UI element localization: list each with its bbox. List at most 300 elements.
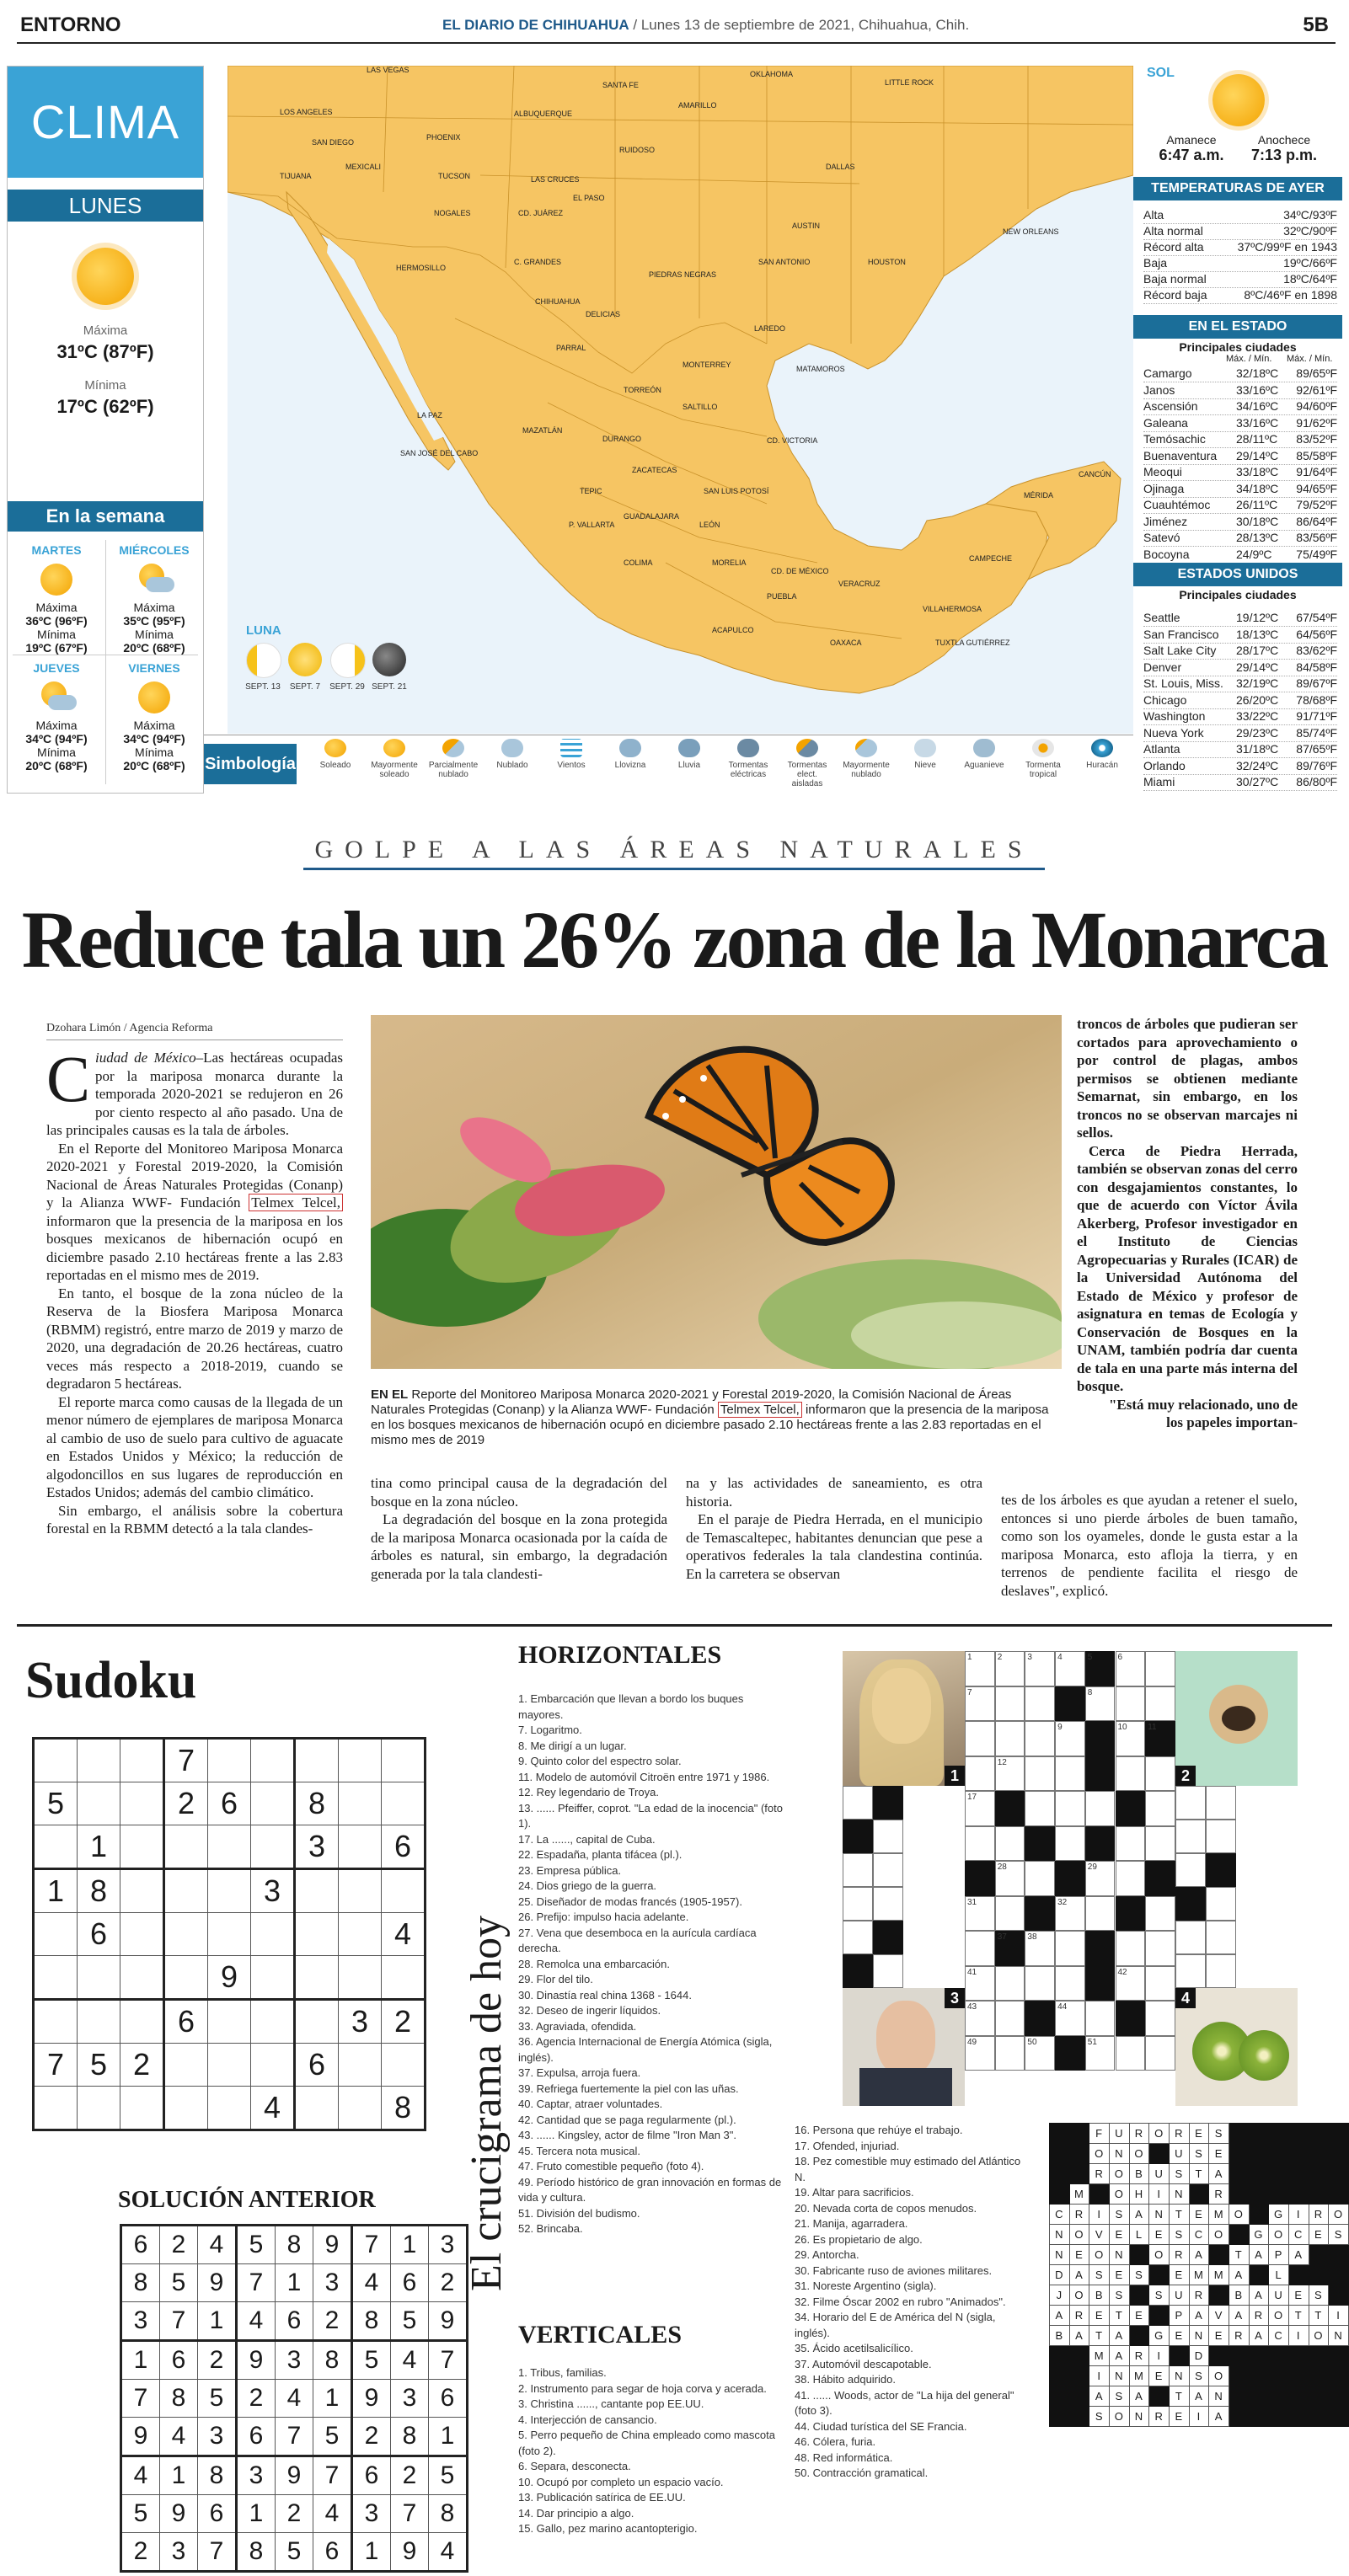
sudoku-cell[interactable]: 7 [164, 1739, 208, 1782]
crossword-solution-cell [1269, 2346, 1289, 2366]
crossword-cell[interactable] [995, 1966, 1025, 2001]
forecast-max: 35ºC (95ºF) [123, 614, 185, 628]
sudoku-cell[interactable] [34, 1913, 78, 1956]
crossword-cell[interactable] [843, 1954, 873, 1988]
highlighted-sponsor: Telmex Telcel, [249, 1194, 343, 1211]
crossword-cell: 11 [1145, 1721, 1175, 1756]
sudoku-cell[interactable]: 2 [198, 2341, 237, 2380]
crossword-solution-cell: P [1169, 2306, 1189, 2326]
crossword-cell[interactable]: 4 [1055, 1651, 1085, 1686]
map-city: CHIHUAHUA [535, 297, 581, 306]
sudoku-cell[interactable]: 8 [198, 2456, 237, 2495]
crossword-solution-cell: O [1149, 2245, 1170, 2265]
sudoku-cell[interactable]: 2 [160, 2226, 198, 2264]
sudoku-cell[interactable]: 5 [160, 2264, 198, 2302]
sudoku-cell[interactable]: 1 [276, 2264, 313, 2302]
crossword-cell[interactable]: 3 [1025, 1651, 1055, 1686]
sudoku-cell[interactable] [34, 1739, 78, 1782]
sudoku-cell[interactable]: 3 [276, 2341, 313, 2380]
sudoku-cell[interactable]: 4 [382, 1913, 426, 1956]
crossword-cell[interactable] [965, 1721, 995, 1756]
sudoku-cell[interactable]: 6 [198, 2495, 237, 2533]
sudoku-cell[interactable]: 7 [429, 2341, 468, 2380]
sudoku-cell[interactable] [208, 1869, 251, 1913]
crossword-cell[interactable] [1206, 1887, 1236, 1921]
sudoku-cell[interactable]: 1 [78, 1825, 120, 1869]
crossword-cell[interactable] [1175, 1954, 1206, 1988]
sudoku-cell[interactable] [295, 2000, 339, 2044]
crossword-cell[interactable] [843, 1921, 873, 1954]
sudoku-cell[interactable] [120, 1913, 164, 1956]
crossword-solution-cell [1249, 2265, 1269, 2285]
crossword-cell[interactable] [1085, 1791, 1116, 1826]
sudoku-cell[interactable] [120, 1825, 164, 1869]
sudoku-cell[interactable]: 9 [429, 2302, 468, 2341]
sudoku-cell[interactable]: 6 [121, 2226, 160, 2264]
sudoku-cell[interactable]: 5 [78, 2044, 120, 2087]
crossword-cell[interactable] [965, 1756, 995, 1792]
sudoku-cell[interactable] [164, 1869, 208, 1913]
sudoku-cell[interactable]: 3 [237, 2456, 276, 2495]
sudoku-cell[interactable] [339, 1825, 382, 1869]
crossword-cell[interactable] [1206, 1853, 1236, 1887]
sudoku-cell[interactable]: 2 [237, 2380, 276, 2418]
crossword-cell[interactable] [843, 1887, 873, 1921]
crossword-solution-cell: E [1149, 2225, 1170, 2245]
crossword-cell[interactable] [1175, 1786, 1206, 1820]
sudoku-cell[interactable]: 5 [198, 2380, 237, 2418]
crossword-cell[interactable] [1175, 1921, 1206, 1954]
sudoku-cell[interactable] [382, 1869, 426, 1913]
crossword-cell[interactable]: 38 [1025, 1931, 1055, 1966]
sudoku-cell[interactable]: 1 [352, 2533, 391, 2572]
sudoku-cell[interactable] [251, 1913, 295, 1956]
sudoku-cell[interactable] [251, 2044, 295, 2087]
sudoku-cell[interactable]: 6 [382, 1825, 426, 1869]
crossword-solution-cell: G [1269, 2205, 1289, 2225]
crossword-cell[interactable]: 32 [1055, 1896, 1085, 1932]
crossword-cell[interactable]: 28 [995, 1861, 1025, 1896]
sudoku-cell[interactable]: 4 [429, 2533, 468, 2572]
crossword-cell[interactable] [1116, 1826, 1146, 1862]
crossword-cell[interactable]: 50 [1025, 2036, 1055, 2071]
sudoku-cell[interactable]: 7 [237, 2264, 276, 2302]
sudoku-cell[interactable] [164, 2087, 208, 2130]
sudoku-cell[interactable]: 2 [164, 1782, 208, 1825]
sudoku-cell[interactable] [339, 1869, 382, 1913]
crossword-cell[interactable] [1116, 2036, 1146, 2071]
crossword-solution-cell: R [1249, 2306, 1269, 2326]
crossword-cell[interactable] [995, 2001, 1025, 2036]
sudoku-cell[interactable]: 8 [429, 2495, 468, 2533]
sudoku-cell[interactable]: 7 [276, 2418, 313, 2456]
sudoku-cell[interactable]: 9 [160, 2495, 198, 2533]
crossword-cell[interactable]: 2 [995, 1651, 1025, 1686]
sudoku-cell[interactable]: 4 [237, 2302, 276, 2341]
sudoku-cell[interactable]: 3 [198, 2418, 237, 2456]
crossword-cell[interactable]: 43 [965, 2001, 995, 2036]
sudoku-cell[interactable]: 4 [160, 2418, 198, 2456]
crossword-cell[interactable]: 7 [965, 1686, 995, 1722]
sudoku-cell[interactable] [339, 1782, 382, 1825]
sudoku-cell[interactable] [208, 2044, 251, 2087]
sudoku-cell[interactable]: 7 [352, 2226, 391, 2264]
crossword-cell[interactable]: 29 [1085, 1861, 1116, 1896]
clue: 41. ...... Woods, actor de "La hija del general" (foto 3). [795, 2388, 1014, 2417]
sudoku-cell[interactable] [120, 1739, 164, 1782]
sudoku-cell[interactable]: 5 [313, 2418, 352, 2456]
crossword-cell[interactable] [965, 1931, 995, 1966]
crossword-cell[interactable] [1025, 1861, 1055, 1896]
sudoku-cell[interactable] [120, 1956, 164, 2000]
sudoku-cell[interactable]: 1 [198, 2302, 237, 2341]
sudoku-cell[interactable]: 8 [295, 1782, 339, 1825]
crossword-cell[interactable] [1116, 1686, 1146, 1722]
sudoku-cell[interactable] [251, 1825, 295, 1869]
sudoku-cell[interactable]: 9 [313, 2226, 352, 2264]
crossword-cell[interactable] [1145, 1651, 1175, 1686]
crossword-cell[interactable]: 6 [1116, 1651, 1146, 1686]
crossword-solution-cell: S [1309, 2285, 1329, 2306]
crossword-cell [1116, 1791, 1146, 1826]
sudoku-cell[interactable]: 1 [34, 1869, 78, 1913]
sudoku-cell[interactable]: 8 [313, 2341, 352, 2380]
sudoku-cell[interactable]: 2 [121, 2533, 160, 2572]
crossword-cell[interactable] [965, 1826, 995, 1862]
sudoku-cell[interactable]: 8 [160, 2380, 198, 2418]
crossword-cell [1055, 1686, 1085, 1722]
sudoku-cell[interactable]: 2 [429, 2264, 468, 2302]
crossword-cell[interactable] [1145, 1686, 1175, 1722]
crossword-cell[interactable] [1116, 1861, 1146, 1896]
crossword-cell[interactable] [1025, 1686, 1055, 1722]
crossword-cell[interactable] [1085, 1896, 1116, 1932]
crossword-cell[interactable] [1055, 1826, 1085, 1862]
sudoku-cell[interactable]: 2 [352, 2418, 391, 2456]
sudoku-cell[interactable] [339, 2087, 382, 2130]
sudoku-cell[interactable] [251, 1739, 295, 1782]
crossword-cell[interactable]: 49 [965, 2036, 995, 2071]
crossword-solution-cell: S [1109, 2205, 1129, 2225]
sudoku-cell[interactable]: 2 [120, 2044, 164, 2087]
map-city: MORELIA [712, 558, 747, 567]
sudoku-cell[interactable]: 1 [121, 2341, 160, 2380]
sudoku-cell[interactable]: 3 [429, 2226, 468, 2264]
crossword-cell[interactable]: 17 [965, 1791, 995, 1826]
sudoku-cell[interactable]: 6 [352, 2456, 391, 2495]
sudoku-cell[interactable]: 6 [164, 2000, 208, 2044]
date-line: / Lunes 13 de septiembre de 2021, Chihuahua, Chih. [633, 17, 970, 33]
sudoku-cell[interactable]: 9 [121, 2418, 160, 2456]
sudoku-cell[interactable] [295, 1956, 339, 2000]
sudoku-cell[interactable]: 9 [391, 2533, 429, 2572]
sudoku-cell[interactable] [164, 1913, 208, 1956]
crossword-cell[interactable] [1145, 1791, 1175, 1826]
sudoku-cell[interactable]: 8 [352, 2302, 391, 2341]
crossword-solution-cell: E [1109, 2265, 1129, 2285]
sudoku-cell[interactable]: 3 [295, 1825, 339, 1869]
sudoku-cell[interactable] [251, 2000, 295, 2044]
sudoku-cell[interactable] [382, 1739, 426, 1782]
weather-legend [204, 735, 1133, 793]
sudoku-cell[interactable] [208, 1739, 251, 1782]
sudoku-cell[interactable]: 3 [160, 2533, 198, 2572]
sudoku-cell[interactable]: 5 [352, 2341, 391, 2380]
legend-item: Vientos [545, 739, 597, 770]
sudoku-cell[interactable]: 5 [391, 2302, 429, 2341]
sudoku-cell[interactable]: 4 [251, 2087, 295, 2130]
sudoku-cell[interactable] [382, 2044, 426, 2087]
crossword-cell[interactable] [1145, 1826, 1175, 1862]
crossword-cell[interactable] [1145, 1966, 1175, 2001]
crossword-cell[interactable] [1145, 1896, 1175, 1932]
crossword-cell[interactable] [995, 1721, 1025, 1756]
sudoku-cell[interactable]: 1 [237, 2495, 276, 2533]
sudoku-cell[interactable] [208, 1825, 251, 1869]
sudoku-cell[interactable] [78, 1739, 120, 1782]
sudoku-cell[interactable]: 6 [276, 2302, 313, 2341]
map-city: COLIMA [624, 558, 653, 567]
sudoku-cell[interactable]: 4 [352, 2264, 391, 2302]
sudoku-cell[interactable]: 3 [391, 2380, 429, 2418]
sudoku-cell[interactable] [208, 2087, 251, 2130]
sudoku-cell[interactable]: 6 [313, 2533, 352, 2572]
sudoku-cell[interactable]: 9 [208, 1956, 251, 2000]
crossword-solution-cell [1069, 2366, 1089, 2386]
crossword-cell [1055, 1861, 1085, 1896]
sudoku-cell[interactable]: 9 [352, 2380, 391, 2418]
crossword-cell[interactable]: 1 [965, 1651, 995, 1686]
sudoku-cell[interactable]: 5 [121, 2495, 160, 2533]
section-divider [17, 1624, 1332, 1627]
sunny-icon [138, 681, 170, 713]
crossword-solution-cell [1089, 2184, 1110, 2205]
crossword-cell[interactable] [843, 1820, 873, 1853]
sudoku-cell[interactable]: 7 [34, 2044, 78, 2087]
crossword-cell[interactable] [1055, 1791, 1085, 1826]
crossword-cell[interactable] [1055, 1931, 1085, 1966]
crossword-cell[interactable] [1055, 1756, 1085, 1792]
crossword-cell[interactable] [1025, 1756, 1055, 1792]
crossword-solution-cell: M [1209, 2205, 1229, 2225]
crossword-cell[interactable]: 42 [1116, 1966, 1146, 2001]
crossword-solution-cell: G [1149, 2326, 1170, 2346]
crossword-solution-cell: A [1229, 2265, 1249, 2285]
sudoku-cell[interactable]: 6 [78, 1913, 120, 1956]
crossword-cell[interactable] [1145, 2001, 1175, 2036]
sudoku-cell[interactable]: 4 [198, 2226, 237, 2264]
crossword-cell[interactable]: 44 [1055, 2001, 1085, 2036]
sudoku-cell[interactable]: 6 [237, 2418, 276, 2456]
crossword-cell[interactable] [1145, 1756, 1175, 1792]
sudoku-cell[interactable]: 7 [160, 2302, 198, 2341]
sudoku-cell[interactable]: 4 [276, 2380, 313, 2418]
sudoku-cell[interactable] [78, 2000, 120, 2044]
crossword-cell[interactable] [1145, 2036, 1175, 2071]
crossword-solution-cell [1050, 2184, 1070, 2205]
map-city: SANTA FE [602, 81, 639, 89]
sudoku-cell[interactable] [339, 1739, 382, 1782]
crossword-cell[interactable]: 51 [1085, 2036, 1116, 2071]
sudoku-cell[interactable] [295, 1913, 339, 1956]
sudoku-cell[interactable]: 3 [251, 1869, 295, 1913]
crossword-cell[interactable] [1175, 1853, 1206, 1887]
crossword-cell[interactable] [873, 1853, 903, 1887]
crossword-cell[interactable]: 10 [1116, 1721, 1146, 1756]
clue: 17. La ......, capital de Cuba. [518, 1832, 656, 1846]
crossword-cell[interactable] [1116, 1931, 1146, 1966]
crossword-cell[interactable] [843, 1786, 873, 1820]
wind-icon [560, 739, 582, 757]
sudoku-cell[interactable] [120, 2087, 164, 2130]
clue: 1. Tribus, familias. [518, 2366, 607, 2379]
crossword-cell[interactable] [873, 1921, 903, 1954]
sudoku-cell[interactable] [78, 1956, 120, 2000]
sudoku-cell[interactable]: 3 [339, 2000, 382, 2044]
crossword-cell[interactable] [873, 1820, 903, 1853]
sudoku-cell[interactable] [34, 2087, 78, 2130]
sudoku-cell[interactable] [295, 1869, 339, 1913]
crossword-cell[interactable] [1055, 1966, 1085, 2001]
sudoku-cell[interactable] [78, 2087, 120, 2130]
sudoku-cell[interactable]: 3 [313, 2264, 352, 2302]
sudoku-cell[interactable]: 2 [391, 2456, 429, 2495]
crossword-solution-cell: R [1169, 2245, 1189, 2265]
sudoku-cell[interactable]: 8 [391, 2418, 429, 2456]
sudoku-cell[interactable] [339, 1956, 382, 2000]
sudoku-cell[interactable]: 7 [121, 2380, 160, 2418]
crossword-solution-cell [1288, 2265, 1309, 2285]
crossword-cell[interactable] [1206, 1820, 1236, 1853]
crossword-cell[interactable] [995, 1896, 1025, 1932]
sudoku-cell[interactable]: 6 [429, 2380, 468, 2418]
sudoku-cell[interactable] [339, 1913, 382, 1956]
sudoku-cell[interactable]: 6 [208, 1782, 251, 1825]
sudoku-cell[interactable]: 6 [295, 2044, 339, 2087]
sudoku-cell[interactable]: 9 [237, 2341, 276, 2380]
sudoku-cell[interactable] [120, 1869, 164, 1913]
crossword-cell[interactable] [1085, 2001, 1116, 2036]
sudoku-cell[interactable] [382, 1782, 426, 1825]
sudoku-cell[interactable]: 8 [121, 2264, 160, 2302]
crossword-cell[interactable] [1025, 1721, 1055, 1756]
crossword-cell[interactable] [1145, 1931, 1175, 1966]
crossword-cell[interactable] [873, 1786, 903, 1820]
crossword-cell[interactable] [843, 1853, 873, 1887]
sudoku-cell[interactable]: 6 [391, 2264, 429, 2302]
sudoku-cell[interactable]: 5 [429, 2456, 468, 2495]
crossword-solution-cell: P [1269, 2245, 1289, 2265]
sudoku-cell[interactable]: 5 [276, 2533, 313, 2572]
sudoku-cell[interactable] [208, 2000, 251, 2044]
sudoku-cell[interactable] [78, 1782, 120, 1825]
map-city: TUXTLA GUTIÉRREZ [935, 639, 1010, 647]
drop-cap: C [46, 1042, 91, 1115]
sudoku-cell[interactable] [164, 2044, 208, 2087]
sudoku-cell[interactable]: 8 [382, 2087, 426, 2130]
sudoku-cell[interactable] [251, 1782, 295, 1825]
sudoku-cell[interactable]: 1 [160, 2456, 198, 2495]
crossword-cell[interactable] [1206, 1921, 1236, 1954]
sudoku-cell[interactable]: 2 [313, 2302, 352, 2341]
crossword-cell[interactable]: 12 [995, 1756, 1025, 1792]
sudoku-cell[interactable] [251, 1956, 295, 2000]
crossword-cell[interactable] [995, 1826, 1025, 1862]
crossword-cell[interactable] [995, 1686, 1025, 1722]
crossword-cell[interactable]: 8 [1085, 1686, 1116, 1722]
sudoku-cell[interactable]: 7 [313, 2456, 352, 2495]
crossword-cell[interactable] [1206, 1954, 1236, 1988]
sudoku-cell[interactable] [295, 2087, 339, 2130]
sudoku-cell[interactable]: 4 [121, 2456, 160, 2495]
article-column: Ciudad de México–Las hectáreas ocupadas por la mariposa monarca durante la temporada 2020-2021 se redujeron en 26 por ciento respecto al año pasado. Una de las principales causas es la tala de árboles. En el Reporte del Monitoreo Mariposa Monarca 2020-2021 y Forestal 2019-2020, la Comisión Nacional de Áreas Naturales Protegidas (Conanp) y la Alianza WWF- Fundación Telmex Telcel, informaron que la presencia de la mariposa en los bosques mexicanos de hibernación ocupó en diciembre pasado 2.10 hectáreas frente a las 2.83 reportadas en el mismo mes de 2019. En tanto, el bosque de la zona núcleo de la Reserva de la Biosfera Mariposa Monarca (RBMM) registró, entre marzo de 2019 y marzo de 2020, una degradación de 20.26 hectáreas, cuatro veces más respecto a 2018-2019, cuando se degradaron 5 hectáreas. El reporte marca como causas de la llegada de un menor número de ejemplares de mariposa Monarca al cambio de uso de suelo para cultivo de aguacate en Estados Unidos y México; la reducción de algodoncillos en sus lugares de reproducción en Estados Unidos; además del cambio climático. Sin embargo, el análisis sobre la cobertura forestal en la RBMM detectó a la tala clandes- [46, 1042, 343, 1537]
sudoku-cell[interactable] [208, 1913, 251, 1956]
sudoku-cell[interactable] [120, 2000, 164, 2044]
sudoku-cell[interactable]: 4 [313, 2495, 352, 2533]
crossword-cell[interactable]: 41 [965, 1966, 995, 2001]
sudoku-cell[interactable]: 6 [160, 2341, 198, 2380]
sudoku-cell[interactable]: 3 [121, 2302, 160, 2341]
sudoku-cell[interactable] [34, 2000, 78, 2044]
sudoku-cell[interactable]: 2 [276, 2495, 313, 2533]
crossword-cell[interactable] [1116, 1756, 1146, 1792]
crossword-cell[interactable] [873, 1887, 903, 1921]
crossword-cell[interactable] [1025, 1791, 1055, 1826]
crossword-cell[interactable] [1025, 1966, 1055, 2001]
sudoku-cell[interactable]: 9 [198, 2264, 237, 2302]
clue: 9. Quinto color del espectro solar. [518, 1755, 682, 1767]
sudoku-cell[interactable]: 8 [276, 2226, 313, 2264]
crossword-solution-cell: R [1209, 2184, 1229, 2205]
sudoku-cell[interactable]: 5 [237, 2226, 276, 2264]
sudoku-cell[interactable] [164, 1956, 208, 2000]
crossword-solution-cell [1309, 2144, 1329, 2164]
crossword-cell[interactable]: 31 [965, 1896, 995, 1932]
crossword-solution-cell [1288, 2386, 1309, 2407]
sudoku-cell[interactable]: 7 [391, 2495, 429, 2533]
sudoku-cell[interactable] [382, 1956, 426, 2000]
sudoku-cell[interactable]: 1 [429, 2418, 468, 2456]
crossword-cell[interactable]: 9 [1055, 1721, 1085, 1756]
sudoku-cell[interactable]: 9 [276, 2456, 313, 2495]
sudoku-cell[interactable] [339, 2044, 382, 2087]
sudoku-cell[interactable]: 5 [34, 1782, 78, 1825]
sudoku-cell[interactable]: 8 [237, 2533, 276, 2572]
sudoku-cell[interactable]: 4 [391, 2341, 429, 2380]
sudoku-cell[interactable]: 1 [391, 2226, 429, 2264]
crossword-grid [843, 1651, 1327, 2106]
clue: 26. Prefijo: impulso hacia adelante. [518, 1911, 689, 1923]
sudoku-cell[interactable]: 7 [198, 2533, 237, 2572]
crossword-solution-cell: I [1288, 2205, 1309, 2225]
clue: 46. Cólera, furia. [795, 2435, 876, 2448]
sudoku-cell[interactable]: 8 [78, 1869, 120, 1913]
crossword-cell[interactable] [1175, 1887, 1206, 1921]
sudoku-cell[interactable] [295, 1739, 339, 1782]
crossword-cell[interactable] [1206, 1786, 1236, 1820]
sudoku-cell[interactable] [164, 1825, 208, 1869]
sudoku-cell[interactable]: 1 [313, 2380, 352, 2418]
sudoku-cell[interactable]: 3 [352, 2495, 391, 2533]
sudoku-cell[interactable] [120, 1782, 164, 1825]
sudoku-cell[interactable] [34, 1825, 78, 1869]
sudoku-cell[interactable] [34, 1956, 78, 2000]
crossword-cell[interactable] [873, 1954, 903, 1988]
sudoku-cell[interactable]: 2 [382, 2000, 426, 2044]
crossword-solution-cell: S [1089, 2407, 1110, 2427]
crossword-cell[interactable] [1175, 1820, 1206, 1853]
crossword-cell[interactable] [995, 2036, 1025, 2071]
